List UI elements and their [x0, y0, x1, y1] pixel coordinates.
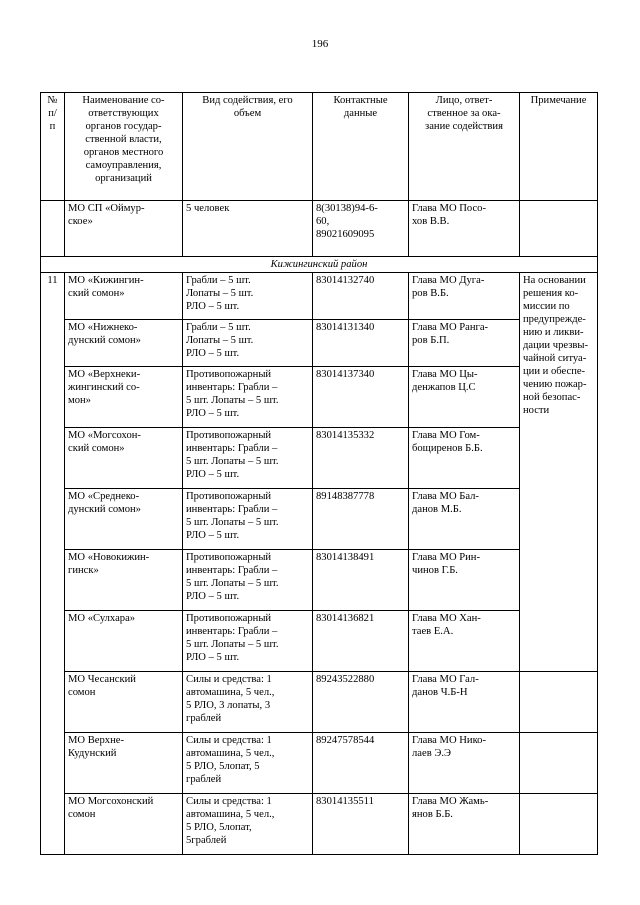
row-note	[520, 672, 598, 733]
table-row	[41, 611, 598, 672]
table-row	[41, 489, 598, 550]
row-contact: 83014136821	[313, 611, 409, 672]
table-row	[41, 320, 598, 367]
row-name: МО «Верхнеки- жингинский со- мон»	[65, 367, 183, 428]
row-name: МО Могсохонский сомон	[65, 794, 183, 855]
group-number: 11	[41, 273, 65, 855]
pre-row-num	[41, 201, 65, 257]
row-name: МО Верхне- Кудунский	[65, 733, 183, 794]
row-person: Глава МО Рин- чинов Г.Б.	[409, 550, 520, 611]
row-contact: 83014135332	[313, 428, 409, 489]
row-person: Глава МО Жамь- янов Б.Б.	[409, 794, 520, 855]
pre-row-contact: 8(30138)94-6- 60, 89021609095	[313, 201, 409, 257]
row-assistance: Силы и средства: 1 автомашина, 5 чел., 5 РЛО, 5лопат, 5 граблей	[183, 733, 313, 794]
row-assistance: Противопожарный инвентарь: Грабли – 5 шт. Лопаты – 5 шт. РЛО – 5 шт.	[183, 489, 313, 550]
row-person: Глава МО Гом- бощиренов Б.Б.	[409, 428, 520, 489]
row-person: Глава МО Нико- лаев Э.Э	[409, 733, 520, 794]
pre-row-assistance: 5 человек	[183, 201, 313, 257]
row-person: Глава МО Хан- таев Е.А.	[409, 611, 520, 672]
table-row	[41, 273, 598, 320]
row-name: МО Чесанский сомон	[65, 672, 183, 733]
row-note	[520, 733, 598, 794]
header-assistance: Вид содействия, его объем	[183, 93, 313, 201]
row-person: Глава МО Дуга- ров В.Б.	[409, 273, 520, 320]
table-row	[41, 550, 598, 611]
row-contact: 89243522880	[313, 672, 409, 733]
row-assistance: Грабли – 5 шт. Лопаты – 5 шт. РЛО – 5 шт.	[183, 273, 313, 320]
header-contacts: Контактные данные	[313, 93, 409, 201]
row-contact: 83014138491	[313, 550, 409, 611]
header-row	[41, 93, 598, 201]
row-note	[520, 794, 598, 855]
row-contact: 89148387778	[313, 489, 409, 550]
row-contact: 83014132740	[313, 273, 409, 320]
row-name: МО «Могсохон- ский сомон»	[65, 428, 183, 489]
row-name: МО «Кижингин- ский сомон»	[65, 273, 183, 320]
row-contact: 83014137340	[313, 367, 409, 428]
row-person: Глава МО Ранга- ров Б.П.	[409, 320, 520, 367]
pre-row-person: Глава МО Посо- хов В.В.	[409, 201, 520, 257]
table-row	[41, 794, 598, 855]
table-row	[41, 672, 598, 733]
region-row	[41, 257, 598, 273]
table-row	[41, 201, 598, 257]
row-name: МО «Среднеко- дунский сомон»	[65, 489, 183, 550]
row-assistance: Противопожарный инвентарь: Грабли – 5 шт. Лопаты – 5 шт. РЛО – 5 шт.	[183, 367, 313, 428]
page-number: 196	[311, 38, 329, 50]
row-person: Глава МО Бал- данов М.Б.	[409, 489, 520, 550]
header-name: Наименование со- ответствующих органов государ- ственной власти, органов местного самоуправления, организаций	[65, 93, 183, 201]
row-name: МО «Нижнеко- дунский сомон»	[65, 320, 183, 367]
row-assistance: Силы и средства: 1 автомашина, 5 чел., 5 РЛО, 5лопат, 5граблей	[183, 794, 313, 855]
row-contact: 89247578544	[313, 733, 409, 794]
row-assistance: Грабли – 5 шт. Лопаты – 5 шт. РЛО – 5 шт.	[183, 320, 313, 367]
header-note: Примечание	[520, 93, 598, 201]
pre-row-name: МО СП «Оймур- ское»	[65, 201, 183, 257]
pre-row-note	[520, 201, 598, 257]
row-assistance: Противопожарный инвентарь: Грабли – 5 шт. Лопаты – 5 шт. РЛО – 5 шт.	[183, 428, 313, 489]
row-contact: 83014131340	[313, 320, 409, 367]
row-assistance: Противопожарный инвентарь: Грабли – 5 шт. Лопаты – 5 шт. РЛО – 5 шт.	[183, 611, 313, 672]
header-person: Лицо, ответ- ственное за ока- зание содействия	[409, 93, 520, 201]
row-name: МО «Сулхара»	[65, 611, 183, 672]
row-assistance: Противопожарный инвентарь: Грабли – 5 шт. Лопаты – 5 шт. РЛО – 5 шт.	[183, 550, 313, 611]
group-note: На основании решения ко- миссии по предупрежде- нию и ликви- дации чрезвы- чайной ситуа- ции и обеспе- чению пожар- ной безопас- ности	[520, 273, 598, 672]
assistance-table	[40, 92, 598, 855]
row-person: Глава МО Цы- денжапов Ц.С	[409, 367, 520, 428]
table-row	[41, 733, 598, 794]
row-name: МО «Новокижин- гинск»	[65, 550, 183, 611]
header-num: № п/ п	[41, 93, 65, 201]
table-row	[41, 428, 598, 489]
row-assistance: Силы и средства: 1 автомашина, 5 чел., 5 РЛО, 3 лопаты, 3 граблей	[183, 672, 313, 733]
region-title: Кижингинский район	[41, 257, 598, 273]
row-person: Глава МО Гал- данов Ч.Б-Н	[409, 672, 520, 733]
table-row	[41, 367, 598, 428]
row-contact: 83014135511	[313, 794, 409, 855]
